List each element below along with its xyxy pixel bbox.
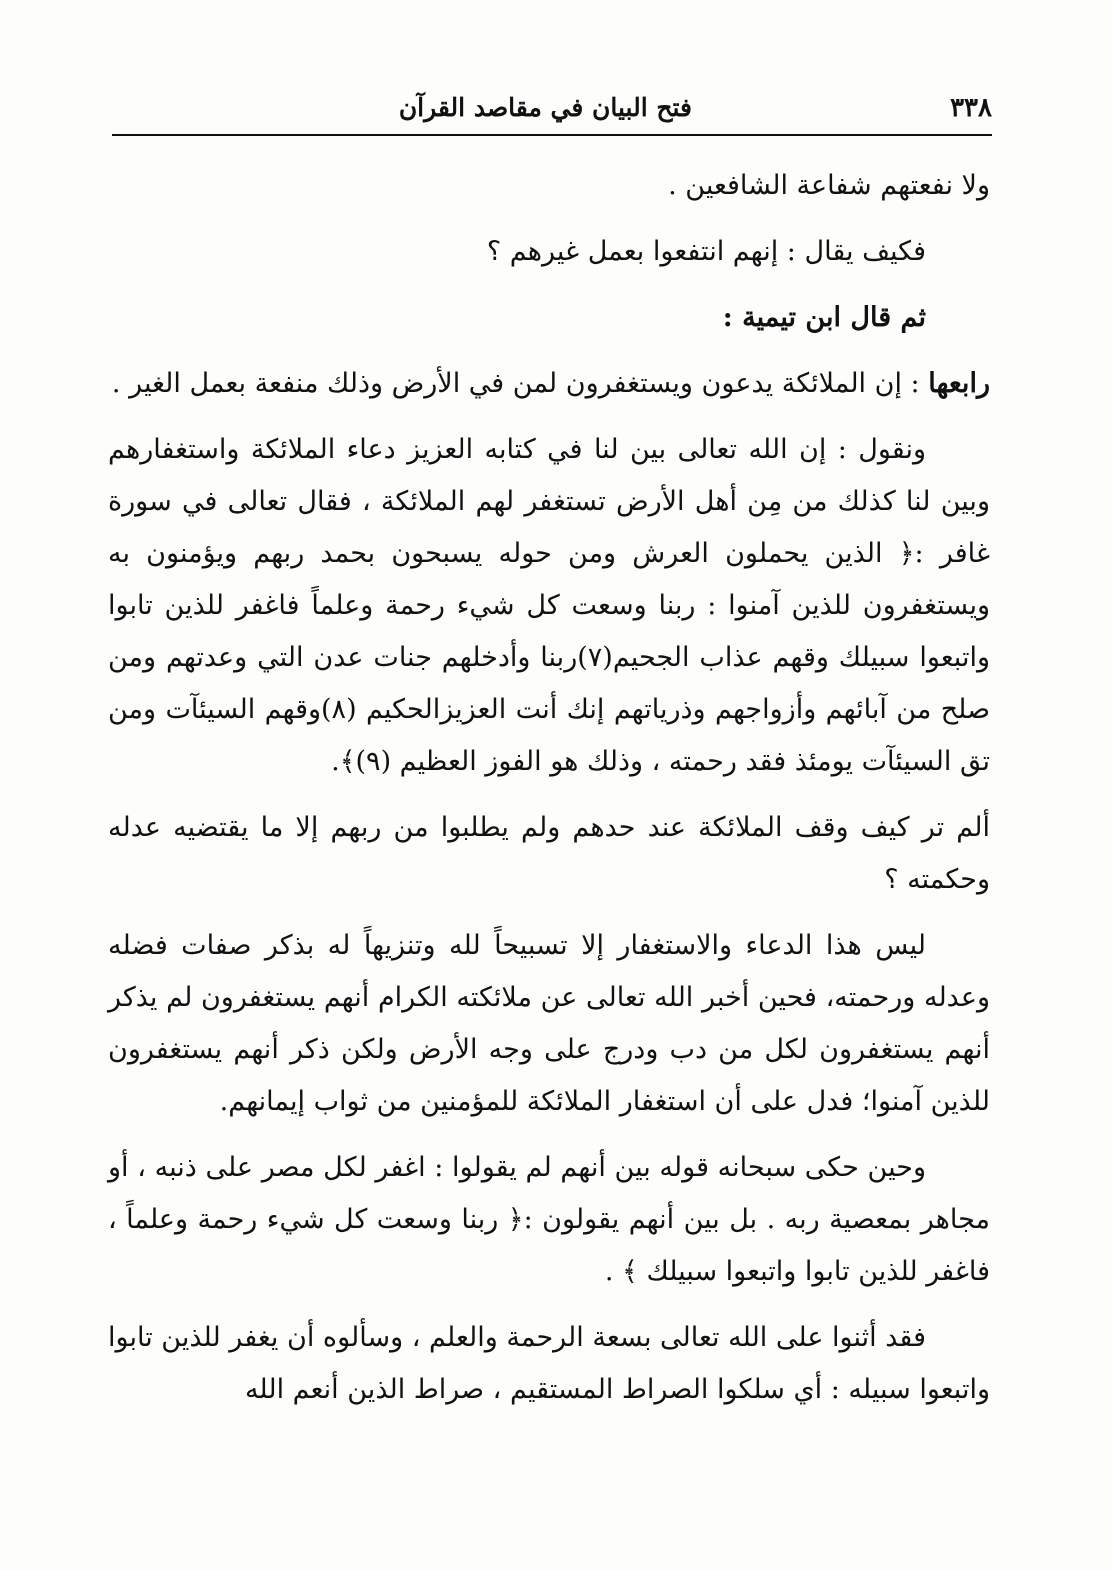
header-rule <box>112 134 992 136</box>
paragraph-5: ونقول : إن الله تعالى بين لنا في كتابه العزيز دعاء الملائكة واستغفارهم وبين لنا كذلك من مِن أهل الأرض تستغفر لهم الملائكة ، فقال تعالى في سورة غافر :﴿ الذين يحملون العرش ومن حوله يسبحون بحمد ربهم ويؤمنون به ويستغفرون للذين آمنوا : ربنا وسعت كل شيء رحمة وعلماً فاغفر للذين تابوا واتبعوا سبيلك وقهم عذاب الجحيم(٧)ربنا وأدخلهم جنات عدن التي وعدتهم ومن صلح من آبائهم وأزواجهم وذرياتهم إنك أنت العزيزالحكيم (٨)وقهم السيئآت ومن تق السيئآت يومئذ فقد رحمته ، وذلك هو الفوز العظيم (٩)﴾. <box>108 434 991 777</box>
paragraph-8: وحين حكى سبحانه قوله بين أنهم لم يقولوا : اغفر لكل مصر على ذنبه ، أو مجاهر بمعصية ربه . بل بين أنهم يقولون :﴿ ربنا وسعت كل شيء رحمة وعلماً ، فاغفر للذين تابوا واتبعوا سبيلك ﴾ . <box>108 1152 990 1287</box>
paragraph-1: ولا نفعتهم شفاعة الشافعين . <box>668 170 990 201</box>
paragraph-4-lead: رابعها <box>928 368 990 399</box>
running-title: فتح البيان في مقاصد القرآن <box>398 93 692 122</box>
page-header <box>112 88 992 132</box>
paragraph-4 <box>108 358 990 410</box>
paragraph-9: فقد أثنوا على الله تعالى بسعة الرحمة والعلم ، وسألوه أن يغفر للذين تابوا واتبعوا سبيله : أي سلكوا الصراط المستقيم ، صراط الذين أنعم الله <box>108 1322 990 1405</box>
paragraph-7: ليس هذا الدعاء والاستغفار إلا تسبيحاً لله وتنزيهاً له بذكر صفات فضله وعدله ورحمته، فحين أخبر الله تعالى عن ملائكته الكرام أنهم يستغفرون لم يذكر أنهم يستغفرون لكل من دب ودرج على وجه الأرض ولكن ذكر أنهم يستغفرون للذين آمنوا؛ فدل على أن استغفار الملائكة للمؤمنين من ثواب إيمانهم. <box>108 930 990 1117</box>
paragraph-3-heading: ثم قال ابن تيمية : <box>722 302 926 333</box>
page-number: ٣٣٨ <box>950 93 992 123</box>
paragraph-2: فكيف يقال : إنهم انتفعوا بعمل غيرهم ؟ <box>486 236 926 267</box>
paragraph-6: ألم تر كيف وقف الملائكة عند حدهم ولم يطلبوا من ربهم إلا ما يقتضيه عدله وحكمته ؟ <box>108 812 990 895</box>
paragraph-4-text: : إن الملائكة يدعون ويستغفرون لمن في الأرض وذلك منفعة بعمل الغير . <box>111 368 929 399</box>
page-body <box>108 160 990 1430</box>
